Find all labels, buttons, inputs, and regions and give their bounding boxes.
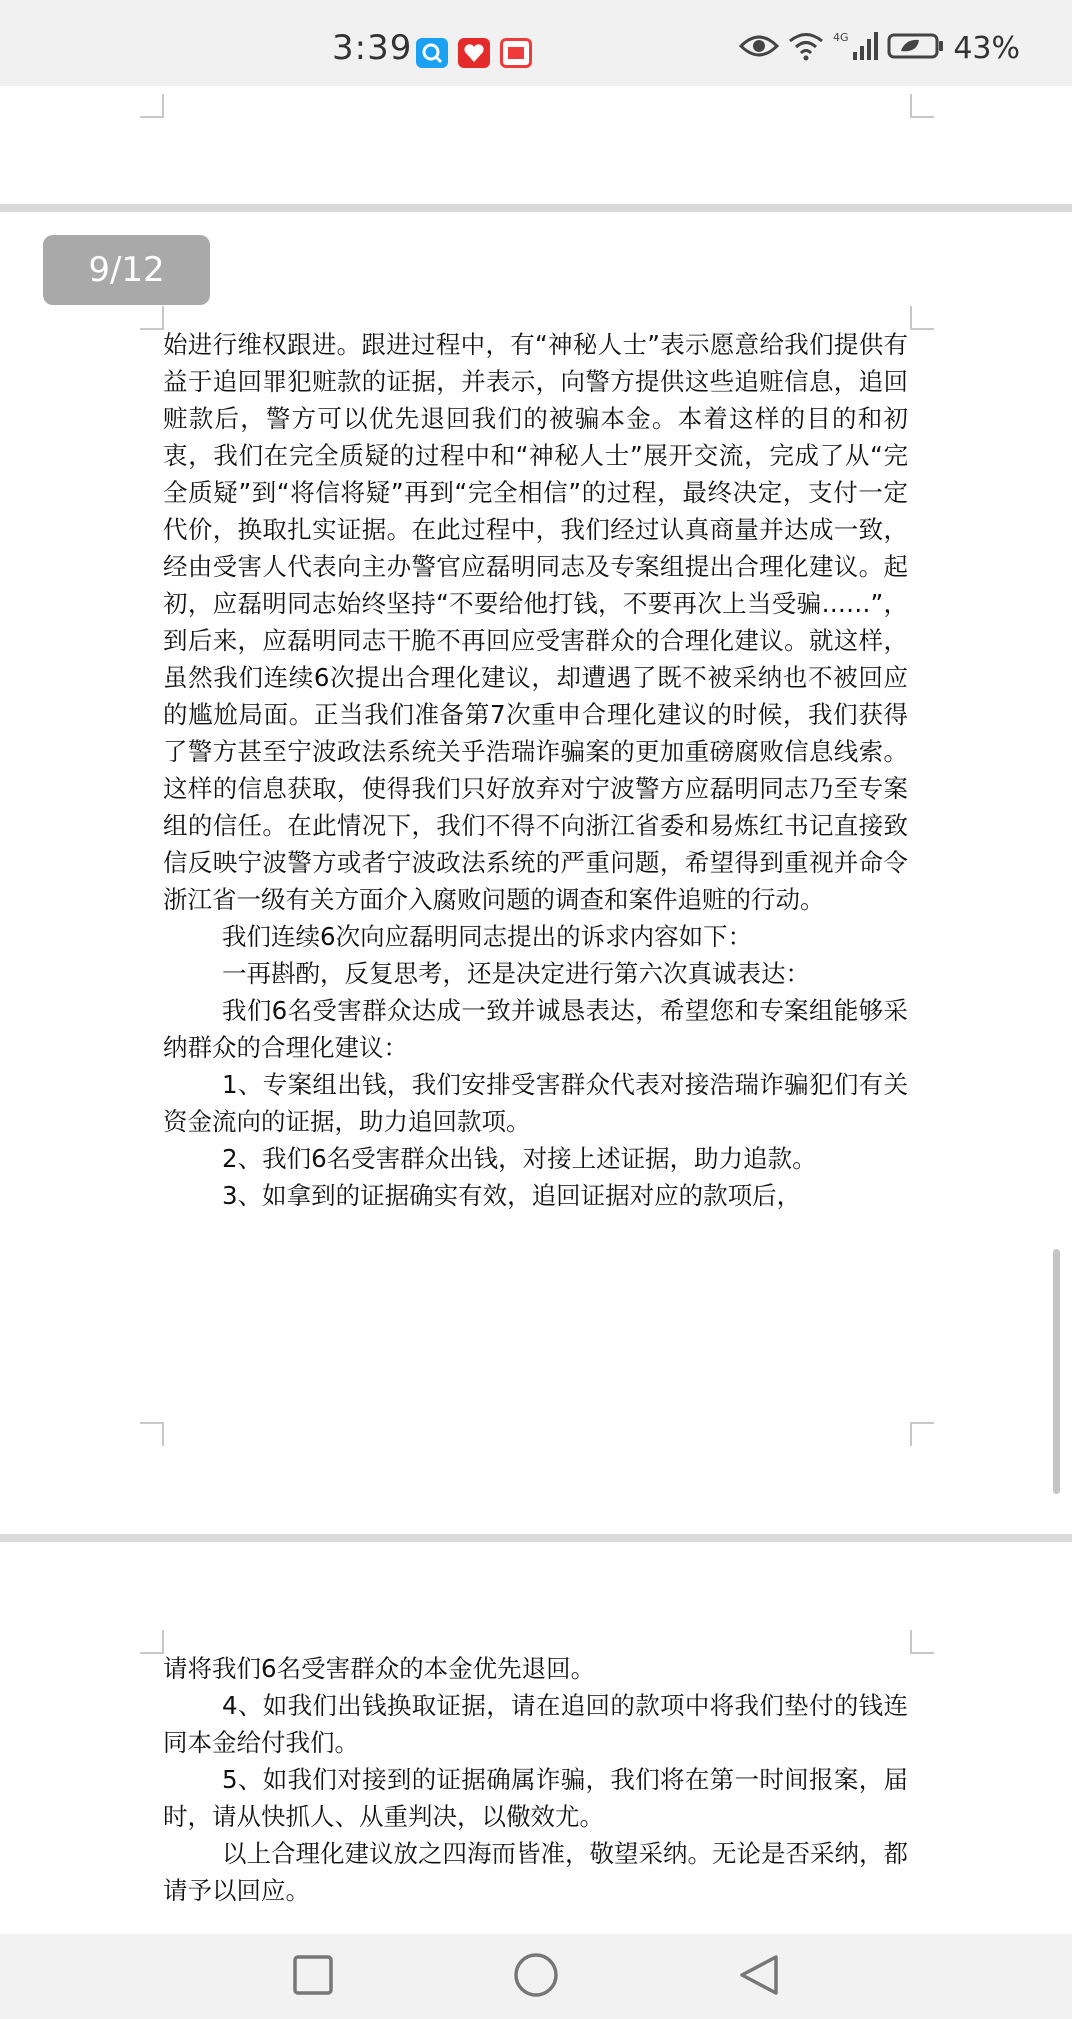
paragraph: 我们连续6次向应磊明同志提出的诉求内容如下： [222, 922, 753, 951]
page-9-text [163, 326, 908, 1214]
back-button[interactable] [736, 1952, 782, 2002]
network-type-label: 4G [833, 31, 849, 44]
status-icons [739, 30, 1020, 66]
battery-icon [887, 31, 945, 65]
paragraph: 以上合理化建议放之四海而皆准，敬望采纳。无论是否采纳，都请予以回应。 [163, 1839, 908, 1905]
mail-app-icon [500, 38, 532, 68]
paragraph: 请将我们6名受害群众的本金优先退回。 [163, 1654, 596, 1683]
paragraph: 始进行维权跟进。跟进过程中，有“神秘人士”表示愿意给我们提供有益于追回罪犯赃款的证据，并表示，向警方提供这些追赃信息，追回赃款后，警方可以优先退回我们的被骗本金。本着这样的目的和初衷，我们在完全质疑的过程中和“神秘人士”展开交流，完成了从“完全质疑”到“将信将疑”再到“完全相信”的过程，最终决定，支付一定代价，换取扎实证据。在此过程中，我们经过认真商量并达成一致，经由受害人代表向主办警官应磊明同志及专案组提出合理化建议。起初，应磊明同志始终坚持“不要给他打钱，不要再次上当受骗……”，到后来，应磊明同志干脆不再回应受害群众的合理化建议。就这样，虽然我们连续6次提出合理化建议，却遭遇了既不被采纳也不被回应的尴尬局面。正当我们准备第7次重申合理化建议的时候，我们获得了警方甚至宁波政法系统关乎浩瑞诈骗案的更加重磅腐败信息线索。这样的信息获取，使得我们只好放弃对宁波警方应磊明同志乃至专案组的信任。在此情况下，我们不得不向浙江省委和易炼红书记直接致信反映宁波警方或者宁波政法系统的严重问题，希望得到重视并命令浙江省一级有关方面介入腐败问题的调查和案件追赃的行动。 [163, 330, 908, 914]
battery-percent: 43% [953, 30, 1020, 66]
page-separator [0, 1534, 1072, 1542]
scrollbar-thumb[interactable] [1053, 1249, 1060, 1494]
page-corner-mark [910, 306, 934, 330]
paragraph: 4、如我们出钱换取证据，请在追回的款项中将我们垫付的钱连同本金给付我们。 [163, 1691, 908, 1757]
page-corner-mark [140, 94, 164, 118]
paragraph: 5、如我们对接到的证据确属诈骗，我们将在第一时间报案，届时，请从快抓人、从重判决，以儆效尤。 [163, 1765, 908, 1831]
red-app-icon [458, 38, 490, 68]
recents-button[interactable] [290, 1952, 336, 2002]
page-corner-mark [140, 1422, 164, 1446]
paragraph: 我们6名受害群众达成一致并诚恳表达，希望您和专案组能够采纳群众的合理化建议： [163, 996, 908, 1062]
paragraph: 1、专案组出钱，我们安排受害群众代表对接浩瑞诈骗犯们有关资金流向的证据，助力追回款项。 [163, 1070, 908, 1136]
home-button[interactable] [512, 1952, 560, 2002]
page-corner-mark [910, 94, 934, 118]
page-corner-mark [910, 1422, 934, 1446]
paragraph: 2、我们6名受害群众出钱，对接上述证据，助力追款。 [222, 1144, 817, 1173]
page-10-text [163, 1650, 908, 1909]
paragraph: 一再斟酌，反复思考，还是决定进行第六次真诚表达： [222, 959, 810, 988]
page-corner-mark [140, 306, 164, 330]
page-indicator: 9/12 [43, 235, 210, 305]
page-corner-mark [910, 1630, 934, 1654]
page-corner-mark [140, 1630, 164, 1654]
page-separator [0, 204, 1072, 212]
document-viewer[interactable] [0, 86, 1072, 1934]
paragraph: 3、如拿到的证据确实有效，追回证据对应的款项后， [222, 1181, 802, 1210]
status-bar [0, 0, 1072, 86]
eye-icon [739, 31, 779, 65]
signal-icon [833, 30, 879, 66]
navigation-bar [0, 1934, 1072, 2019]
clock: 3:39 [332, 28, 413, 68]
wifi-icon [787, 31, 825, 65]
search-app-icon [416, 38, 448, 68]
